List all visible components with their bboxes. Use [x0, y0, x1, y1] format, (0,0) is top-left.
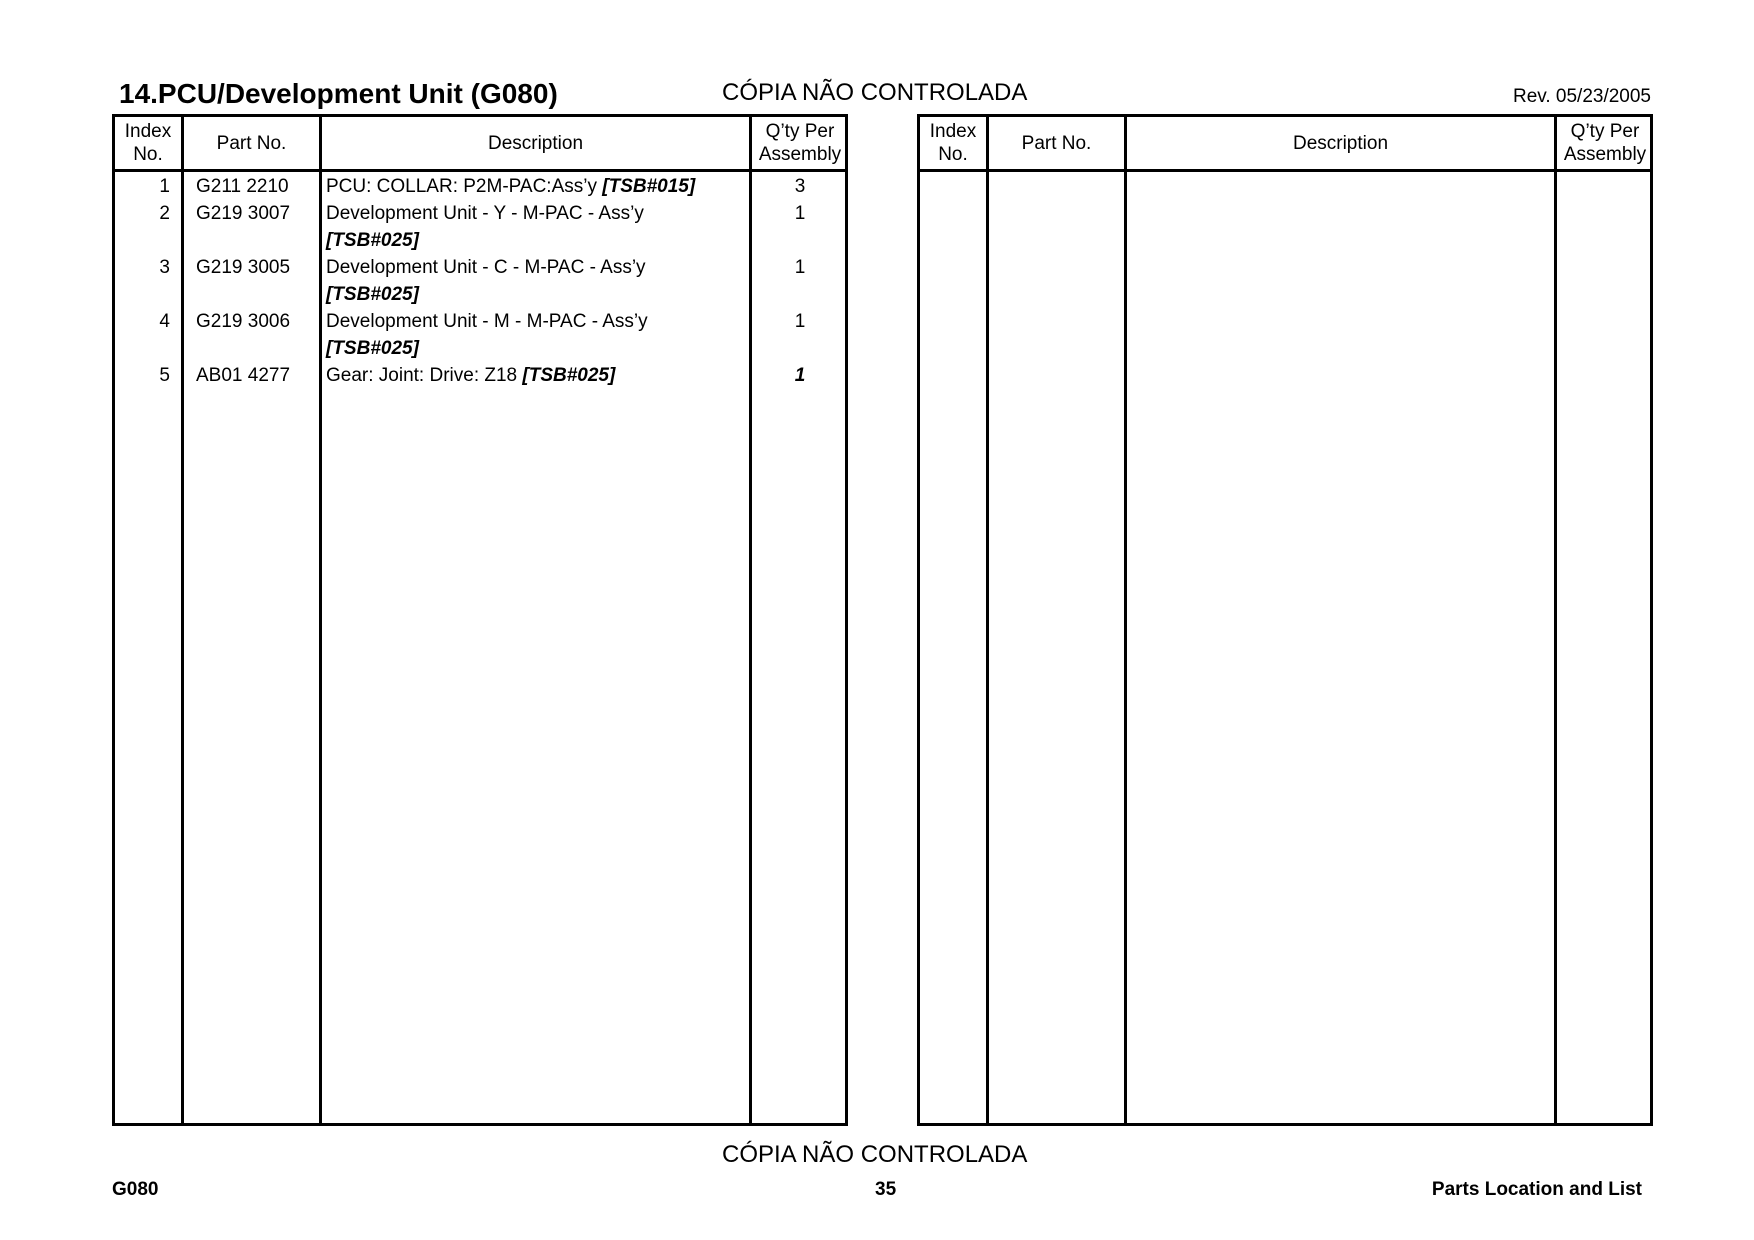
row-description	[326, 362, 746, 389]
row-index: 2	[159, 203, 170, 224]
column-divider	[986, 117, 989, 1123]
column-divider	[1554, 117, 1557, 1123]
header-part-no: Part No.	[1021, 132, 1092, 154]
row-index: 4	[159, 311, 170, 332]
row-part-no: G219 3007	[196, 203, 291, 224]
row-description	[326, 254, 746, 308]
row-tsb-reference: [TSB#015]	[602, 176, 696, 197]
column-divider	[1124, 117, 1127, 1123]
row-description-text: Gear: Joint: Drive: Z18	[326, 365, 523, 386]
parts-table-left	[112, 114, 848, 1126]
row-description	[326, 173, 746, 200]
row-qty: 1	[794, 257, 806, 278]
watermark-top: CÓPIA NÃO CONTROLADA	[722, 79, 1028, 106]
row-tsb-reference: [TSB#025]	[326, 230, 419, 251]
column-divider	[319, 117, 322, 1123]
row-part-no: G219 3006	[196, 311, 291, 332]
row-part-no: G219 3005	[196, 257, 291, 278]
header-qty: Q’ty Per Assembly	[758, 121, 842, 165]
header-index: Index No.	[124, 121, 172, 165]
row-description-text: Development Unit - C - M-PAC - Ass’y	[326, 257, 646, 278]
header-divider	[115, 169, 845, 172]
row-index: 3	[159, 257, 170, 278]
row-description-text: Development Unit - M - M-PAC - Ass’y	[326, 311, 648, 332]
row-description	[326, 308, 746, 362]
row-index: 1	[159, 176, 170, 197]
row-tsb-reference: [TSB#025]	[326, 284, 419, 305]
row-description-text: PCU: COLLAR: P2M-PAC:Ass’y	[326, 176, 603, 197]
row-qty: 3	[794, 176, 806, 197]
row-tsb-reference: [TSB#025]	[326, 338, 419, 359]
header-description: Description	[1292, 132, 1389, 154]
row-qty: 1	[794, 365, 806, 386]
row-tsb-reference: [TSB#025]	[522, 365, 616, 386]
row-qty: 1	[794, 203, 806, 224]
column-divider	[181, 117, 184, 1123]
header-divider	[920, 169, 1650, 172]
header-qty: Q’ty Per Assembly	[1563, 121, 1647, 165]
footer-section: Parts Location and List	[1431, 1179, 1642, 1200]
footer-model-code: G080	[112, 1179, 159, 1200]
revision-date: Rev. 05/23/2005	[1512, 86, 1651, 107]
row-description	[326, 200, 746, 254]
header-index: Index No.	[929, 121, 977, 165]
row-part-no: AB01 4277	[196, 365, 291, 386]
header-description: Description	[487, 132, 584, 154]
row-index: 5	[159, 365, 170, 386]
row-part-no: G211 2210	[196, 176, 289, 197]
watermark-bottom: CÓPIA NÃO CONTROLADA	[722, 1141, 1028, 1168]
parts-table-right	[917, 114, 1653, 1126]
header-part-no: Part No.	[216, 132, 287, 154]
row-description-text: Development Unit - Y - M-PAC - Ass’y	[326, 203, 644, 224]
footer-page-number: 35	[875, 1179, 897, 1200]
row-qty: 1	[794, 311, 806, 332]
page-title: 14.PCU/Development Unit (G080)	[119, 78, 558, 109]
